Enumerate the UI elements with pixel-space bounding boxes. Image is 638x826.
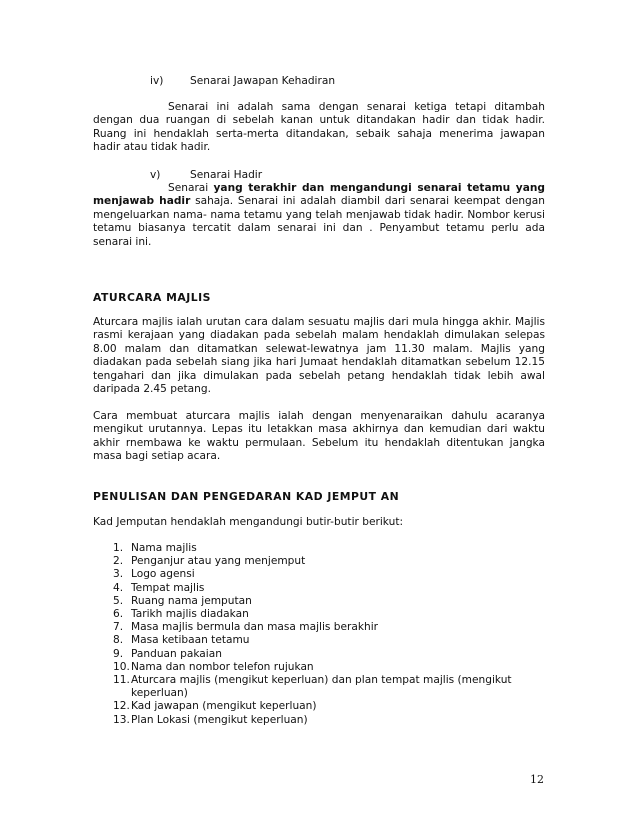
list-item bbox=[93, 648, 545, 661]
list-item-number: 2. bbox=[113, 555, 124, 568]
list-item-text: Tempat majlis bbox=[131, 581, 205, 594]
list-item bbox=[93, 568, 545, 581]
section-v-paragraph bbox=[93, 182, 545, 249]
page-number: 12 bbox=[530, 773, 544, 786]
list-item-number: 8. bbox=[113, 634, 124, 647]
section-v-marker: v) bbox=[150, 169, 161, 181]
section-iv-title: Senarai Jawapan Kehadiran bbox=[190, 75, 336, 87]
list-item-text: Masa majlis bermula dan masa majlis berakhir bbox=[131, 621, 379, 634]
list-item-number: 9. bbox=[113, 647, 124, 660]
list-item-number: 3. bbox=[113, 568, 124, 581]
list-item bbox=[93, 661, 545, 674]
section-v-rest: sahaja. Senarai ini adalah diambil dari senarai keempat dengan mengeluarkan nama- nama tetamu yang telah menjawab tidak hadir. Nombor kerusi tetamu biasanya tercatit dalam senarai ini dan . Penyambut tetamu perlu ada senarai ini. bbox=[93, 195, 545, 248]
list-item bbox=[93, 714, 545, 727]
list-item-number: 6. bbox=[113, 608, 124, 621]
list-item-text: Nama majlis bbox=[131, 542, 197, 554]
section-v-title: Senarai Hadir bbox=[190, 169, 263, 181]
list-item-text: Aturcara majlis (mengikut keperluan) dan plan tempat majlis (mengikut keperluan) bbox=[131, 674, 512, 700]
section-v-lead-bold: yang terakhir dan mengandungi senarai tetamu yang menjawab hadir bbox=[93, 182, 545, 208]
kad-intro: Kad Jemputan hendaklah mengandungi butir-butir berikut: bbox=[93, 516, 404, 528]
list-item bbox=[93, 621, 545, 634]
list-item bbox=[93, 674, 545, 700]
list-item-number: 5. bbox=[113, 594, 124, 607]
list-item-text: Ruang nama jemputan bbox=[131, 594, 252, 607]
list-item-text: Tarikh majlis diadakan bbox=[131, 608, 249, 621]
list-item-text: Nama dan nombor telefon rujukan bbox=[131, 660, 314, 673]
section-iv-marker: iv) bbox=[150, 75, 164, 87]
list-item bbox=[93, 542, 545, 555]
list-item bbox=[93, 634, 545, 647]
list-item-text: Plan Lokasi (mengikut keperluan) bbox=[131, 713, 308, 726]
list-item-number: 4. bbox=[113, 581, 124, 594]
list-item-text: Kad jawapan (mengikut keperluan) bbox=[131, 700, 317, 713]
section-iv-paragraph bbox=[93, 101, 545, 155]
list-item-text: Penganjur atau yang menjemput bbox=[131, 555, 306, 568]
section-v-lead-plain: Senarai bbox=[168, 182, 209, 194]
list-item-text: Logo agensi bbox=[131, 568, 195, 581]
section-iv-lead: Senarai ini adalah sama dengan senarai ketiga tetapi ditambah bbox=[168, 101, 545, 113]
kad-heading: PENULISAN DAN PENGEDARAN KAD JEMPUT AN bbox=[93, 490, 400, 503]
aturcara-heading: ATURCARA MAJLIS bbox=[93, 291, 211, 304]
list-item-number: 11. bbox=[113, 674, 130, 687]
list-item-number: 13. bbox=[113, 713, 130, 726]
section-iv-rest: dengan dua ruangan di sebelah kanan untuk ditandakan hadir dan tidak hadir. Ruang ini hendaklah serta-merta ditandakan, sebaik sahaja menerima jawapan hadir atau tidak hadir. bbox=[93, 114, 545, 154]
list-item-number: 10. bbox=[113, 660, 130, 673]
list-item-text: Panduan pakaian bbox=[131, 647, 222, 660]
aturcara-paragraph-2: Cara membuat aturcara majlis ialah dengan menyenaraikan dahulu acaranya mengikut urutannya. Lepas itu letakkan masa akhirnya dan kemudian dari waktu akhir rnembawa ke waktu permulaan. Sebelum itu hendaklah ditentukan jangka masa bagi setiap acara. bbox=[93, 410, 545, 463]
list-item-number: 12. bbox=[113, 700, 130, 713]
list-item-number: 7. bbox=[113, 621, 124, 634]
list-item bbox=[93, 582, 545, 595]
list-item-number: 1. bbox=[113, 542, 124, 554]
list-item bbox=[93, 608, 545, 621]
list-item bbox=[93, 595, 545, 608]
list-item bbox=[93, 700, 545, 713]
list-item-text: Masa ketibaan tetamu bbox=[131, 634, 250, 647]
aturcara-paragraph-1: Aturcara majlis ialah urutan cara dalam sesuatu majlis dari mula hingga akhir. Majlis rasmi kerajaan yang diadakan pada sebelah malam hendaklah dimulakan selepas 8.00 malam dan ditamatkan selewat-lewatnya jam 11.30 malam. Majlis yang diadakan pada sebelah siang jika hari Jumaat hendaklah ditamatkan sebelum 12.15 tengahari dan jika dimulakan pada sebelah petang hendaklah tidak lebih awal daripada 2.45 petang. bbox=[93, 316, 545, 396]
kad-requirements-list bbox=[93, 542, 545, 727]
list-item bbox=[93, 555, 545, 568]
